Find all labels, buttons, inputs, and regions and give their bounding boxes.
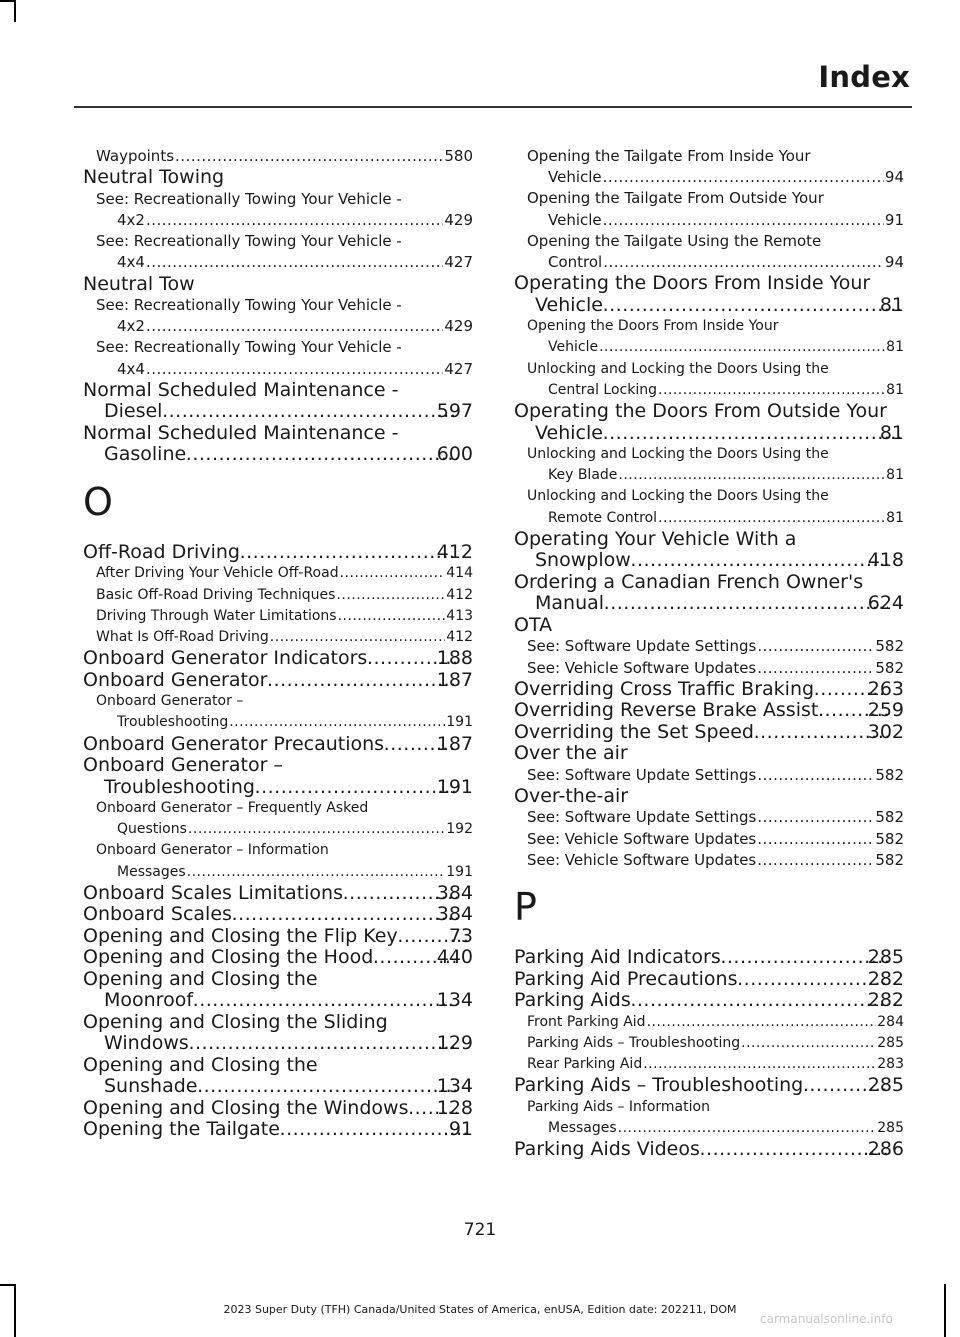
page-ref: 285 <box>877 1034 904 1051</box>
index-entry <box>83 883 473 905</box>
page-ref: 414 <box>446 565 473 582</box>
entry-text: 4x4 <box>117 359 145 378</box>
entry-text: After Driving Your Vehicle Off-Road <box>96 565 339 582</box>
index-column-left <box>83 146 473 1141</box>
entry-text: Basic Off-Road Driving Techniques <box>96 586 336 603</box>
crop-mark <box>14 0 16 22</box>
page-ref: 418 <box>867 549 904 572</box>
index-entry <box>83 969 473 1012</box>
entry-text: Remote Control <box>548 509 658 526</box>
entry-text: Key Blade <box>548 467 618 484</box>
index-subentry <box>514 636 904 657</box>
page-ref: 285 <box>867 1074 904 1097</box>
dot-leader <box>604 423 900 445</box>
index-subentry <box>514 359 904 401</box>
index-entry <box>83 423 473 466</box>
entry-text: Opening and Closing the Flip Key <box>83 924 398 947</box>
index-entry <box>514 401 904 444</box>
page-ref: 582 <box>875 765 904 784</box>
page-ref: 81 <box>886 339 904 356</box>
index-subentry <box>83 563 473 584</box>
index-subentry <box>514 188 904 230</box>
entry-text: Opening the Tailgate Using the Remote <box>527 231 822 250</box>
page-ref: 94 <box>884 168 904 187</box>
index-subentry <box>514 1012 904 1033</box>
index-entry <box>514 572 904 615</box>
dot-leader <box>739 969 888 991</box>
page-ref: 384 <box>436 881 473 904</box>
index-entry <box>514 700 904 722</box>
index-entry <box>83 1055 473 1098</box>
entry-text: Vehicle <box>535 421 603 444</box>
index-column-right <box>514 146 904 1161</box>
entry-text: Questions <box>117 821 187 838</box>
page-ref: 427 <box>444 359 473 378</box>
entry-text: Opening the Tailgate <box>83 1118 280 1141</box>
section-letter: O <box>83 479 113 524</box>
dot-leader <box>175 146 443 167</box>
dot-leader <box>722 947 888 969</box>
dot-leader <box>604 295 900 317</box>
index-subentry <box>514 1033 904 1054</box>
page-ref: 285 <box>867 946 904 969</box>
index-entry <box>83 648 473 670</box>
dot-leader <box>701 1139 888 1161</box>
dot-leader <box>338 606 446 627</box>
dot-leader <box>336 585 445 606</box>
entry-text: Unlocking and Locking the Doors Using the <box>527 446 829 463</box>
entry-text: Over-the-air <box>514 784 629 807</box>
entry-text: See: Vehicle Software Updates <box>527 829 757 848</box>
index-entry <box>514 786 904 808</box>
entry-text: Ordering a Canadian French Owner's <box>514 570 864 593</box>
watermark: carmanualsonline.info <box>760 1312 893 1326</box>
index-subentry <box>514 231 904 273</box>
index-entry <box>514 529 904 572</box>
entry-text: Opening the Tailgate From Outside Your <box>527 189 824 208</box>
entry-text: Over the air <box>514 742 628 765</box>
page-ref: 91 <box>448 1118 473 1141</box>
entry-text: Control <box>548 253 603 272</box>
dot-leader <box>146 359 443 380</box>
dot-leader <box>757 807 874 828</box>
entry-text: What Is Off-Road Driving <box>96 628 269 645</box>
index-subentry <box>514 807 904 828</box>
index-subentry <box>83 585 473 606</box>
entry-text: Central Locking <box>548 381 657 398</box>
index-entry <box>514 990 904 1012</box>
entry-text: Parking Aids Videos <box>514 1138 700 1161</box>
entry-text: Opening and Closing the Windows <box>83 1096 409 1119</box>
index-subentry <box>514 316 904 358</box>
entry-text: Windows <box>104 1032 189 1055</box>
section-letter: P <box>514 885 537 930</box>
entry-text: Diesel <box>104 400 163 423</box>
dot-leader <box>187 444 457 466</box>
entry-text: See: Recreationally Towing Your Vehicle - <box>96 296 402 315</box>
page-ref: 282 <box>867 989 904 1012</box>
dot-leader <box>603 252 884 273</box>
index-entry <box>514 679 904 701</box>
dot-leader <box>233 904 457 926</box>
entry-text: Messages <box>117 863 186 880</box>
entry-text: Parking Aids <box>514 989 631 1012</box>
page-ref: 413 <box>446 607 473 624</box>
dot-leader <box>340 563 446 584</box>
page-ref: 597 <box>436 400 473 423</box>
entry-text: Parking Aids – Troubleshooting <box>514 1074 804 1097</box>
index-subentry <box>514 1097 904 1139</box>
dot-leader <box>658 380 885 401</box>
dot-leader <box>618 1118 877 1139</box>
page-ref: 600 <box>436 443 473 466</box>
page-ref: 81 <box>886 509 904 526</box>
entry-text: See: Software Update Settings <box>527 808 757 827</box>
index-subentry <box>514 444 904 486</box>
page-ref: 582 <box>875 808 904 827</box>
index-entry <box>514 947 904 969</box>
page-ref: 191 <box>446 714 473 731</box>
index-entry <box>83 380 473 423</box>
page-ref: 129 <box>436 1032 473 1055</box>
index-entry <box>514 1139 904 1161</box>
page-ref: 286 <box>867 1138 904 1161</box>
dot-leader <box>198 1076 456 1098</box>
page-ref: 81 <box>886 381 904 398</box>
page-ref: 412 <box>436 540 473 563</box>
entry-text: Neutral Tow <box>83 272 195 295</box>
entry-text: Vehicle <box>548 339 599 356</box>
dot-leader <box>146 210 443 231</box>
entry-text: Vehicle <box>548 168 602 187</box>
crop-mark <box>0 0 14 2</box>
page-ref: 427 <box>444 253 473 272</box>
index-subentry <box>514 765 904 786</box>
index-entry <box>514 273 904 316</box>
entry-text: Opening and Closing the <box>83 967 318 990</box>
entry-text: See: Software Update Settings <box>527 765 757 784</box>
index-subentry <box>83 798 473 840</box>
index-entry <box>83 904 473 926</box>
page-ref: 94 <box>884 253 904 272</box>
dot-leader <box>281 1119 469 1141</box>
dot-leader <box>647 1012 877 1033</box>
entry-text: Onboard Generator <box>83 668 268 691</box>
entry-text: See: Recreationally Towing Your Vehicle - <box>96 189 402 208</box>
entry-text: Onboard Generator Precautions <box>83 732 385 755</box>
page-ref: 187 <box>436 732 473 755</box>
entry-text: Parking Aid Indicators <box>514 946 721 969</box>
entry-text: Troubleshooting <box>117 714 229 731</box>
index-subentry <box>83 295 473 337</box>
index-subentry <box>83 691 473 733</box>
entry-text: See: Recreationally Towing Your Vehicle - <box>96 338 402 357</box>
index-entry <box>514 743 904 765</box>
page-ref: 134 <box>436 1075 473 1098</box>
page-ref: 302 <box>867 720 904 743</box>
index-subentry <box>514 1054 904 1075</box>
page-ref: 582 <box>875 850 904 869</box>
entry-text: See: Vehicle Software Updates <box>527 850 757 869</box>
page-ref: 412 <box>446 628 473 645</box>
dot-leader <box>187 862 446 883</box>
page-ref: 188 <box>436 647 473 670</box>
entry-text: Moonroof <box>104 989 194 1012</box>
page-ref: 81 <box>886 467 904 484</box>
dot-leader <box>632 990 888 1012</box>
dot-leader <box>163 401 456 423</box>
index-subentry <box>83 627 473 648</box>
entry-text: Opening and Closing the <box>83 1053 318 1076</box>
dot-leader <box>643 1054 876 1075</box>
page-ref: 81 <box>879 421 904 444</box>
index-entry <box>514 615 904 637</box>
entry-text: Onboard Generator – Information <box>96 842 329 859</box>
dot-leader <box>658 508 885 529</box>
index-subentry <box>514 486 904 528</box>
entry-text: Normal Scheduled Maintenance - <box>83 378 399 401</box>
entry-text: Normal Scheduled Maintenance - <box>83 421 399 444</box>
entry-text: Driving Through Water Limitations <box>96 607 337 624</box>
page-ref: 283 <box>877 1055 904 1072</box>
page-ref: 440 <box>436 946 473 969</box>
entry-text: Onboard Generator Indicators <box>83 647 368 670</box>
dot-leader <box>229 712 445 733</box>
index-subentry <box>83 231 473 273</box>
entry-text: Unlocking and Locking the Doors Using the <box>527 488 829 505</box>
entry-text: See: Recreationally Towing Your Vehicle - <box>96 232 402 251</box>
entry-text: Manual <box>535 592 605 615</box>
entry-text: Opening and Closing the Hood <box>83 946 374 969</box>
edition-footer: 2023 Super Duty (TFH) Canada/United States of America, enUSA, Edition date: 202211, DOM <box>223 1303 737 1316</box>
page-title: Index <box>818 60 910 94</box>
index-subentry <box>83 606 473 627</box>
dot-leader <box>757 658 874 679</box>
page-ref: 580 <box>444 147 473 165</box>
dot-leader <box>757 829 874 850</box>
index-subentry <box>514 829 904 850</box>
entry-text: Opening the Doors From Inside Your <box>527 318 779 335</box>
entry-text: Opening the Tailgate From Inside Your <box>527 147 811 165</box>
dot-leader <box>757 850 874 871</box>
entry-text: Onboard Generator – <box>96 693 244 710</box>
index-entry <box>83 1119 473 1141</box>
page-ref: 81 <box>879 293 904 316</box>
index-entry <box>83 755 473 798</box>
dot-leader <box>256 777 457 799</box>
entry-text: Vehicle <box>535 293 603 316</box>
index-subentry <box>83 189 473 231</box>
index-entry <box>83 542 473 564</box>
page-ref: 191 <box>436 775 473 798</box>
dot-leader <box>268 670 456 692</box>
entry-text: Waypoints <box>96 147 175 165</box>
dot-leader <box>757 636 874 657</box>
index-subentry <box>514 146 904 188</box>
crop-mark <box>0 1284 14 1286</box>
entry-text: Overriding Reverse Brake Assist <box>514 699 819 722</box>
entry-text: Parking Aid Precautions <box>514 967 738 990</box>
page-ref: 582 <box>875 658 904 677</box>
page-ref: 134 <box>436 989 473 1012</box>
entry-text: OTA <box>514 613 553 636</box>
index-entry <box>514 1075 904 1097</box>
index-entry <box>83 274 473 296</box>
page-ref: 429 <box>444 210 473 229</box>
entry-text: Operating the Doors From Inside Your <box>514 272 871 295</box>
entry-text: Off-Road Driving <box>83 540 240 563</box>
index-subentry <box>83 146 473 167</box>
index-entry <box>514 722 904 744</box>
entry-text: Snowplow <box>535 549 631 572</box>
entry-text: Parking Aids – Information <box>527 1098 710 1115</box>
page-ref: 284 <box>877 1013 904 1030</box>
entry-text: See: Software Update Settings <box>527 637 757 656</box>
dot-leader <box>270 627 446 648</box>
page-ref: 191 <box>446 863 473 880</box>
entry-text: Neutral Towing <box>83 166 225 189</box>
entry-text: Messages <box>548 1119 617 1136</box>
entry-text: Rear Parking Aid <box>527 1055 643 1072</box>
entry-text: Sunshade <box>104 1075 198 1098</box>
index-subentry <box>83 337 473 379</box>
page-ref: 624 <box>867 592 904 615</box>
entry-text: Vehicle <box>548 210 602 229</box>
entry-text: Front Parking Aid <box>527 1013 646 1030</box>
entry-text: Unlocking and Locking the Doors Using the <box>527 360 829 377</box>
entry-text: Onboard Scales Limitations <box>83 881 343 904</box>
entry-text: Overriding the Set Speed <box>514 720 754 743</box>
page-ref: 285 <box>877 1119 904 1136</box>
entry-text: Parking Aids – Troubleshooting <box>527 1034 741 1051</box>
dot-leader <box>190 1033 457 1055</box>
dot-leader <box>757 765 874 786</box>
page-ref: 192 <box>446 821 473 838</box>
page-number: 721 <box>463 1220 497 1240</box>
index-entry <box>514 969 904 991</box>
page-ref: 91 <box>884 210 904 229</box>
dot-leader <box>632 550 888 572</box>
index-subentry <box>514 850 904 871</box>
entry-text: See: Vehicle Software Updates <box>527 658 757 677</box>
page-ref: 384 <box>436 903 473 926</box>
page-ref: 582 <box>875 637 904 656</box>
dot-leader <box>241 542 457 564</box>
entry-text: Gasoline <box>104 443 187 466</box>
index-subentry <box>514 658 904 679</box>
entry-text: Overriding Cross Traffic Braking <box>514 677 815 700</box>
index-entry <box>83 1012 473 1055</box>
dot-leader <box>188 819 445 840</box>
index-entry <box>83 670 473 692</box>
entry-text: 4x2 <box>117 317 145 336</box>
entry-text: Troubleshooting <box>104 775 255 798</box>
page-ref: 582 <box>875 829 904 848</box>
header-rule <box>74 106 912 108</box>
entry-text: Opening and Closing the Sliding <box>83 1010 388 1033</box>
dot-leader <box>603 167 884 188</box>
entry-text: Onboard Generator – Frequently Asked <box>96 800 369 817</box>
index-entry <box>83 947 473 969</box>
page-ref: 429 <box>444 317 473 336</box>
page-ref: 73 <box>448 924 473 947</box>
dot-leader <box>194 990 457 1012</box>
dot-leader <box>603 210 884 231</box>
page-ref: 412 <box>446 586 473 603</box>
page-ref: 259 <box>867 699 904 722</box>
dot-leader <box>146 316 443 337</box>
index-entry <box>83 734 473 756</box>
entry-text: 4x2 <box>117 210 145 229</box>
entry-text: Onboard Scales <box>83 903 232 926</box>
page-ref: 263 <box>867 677 904 700</box>
index-entry <box>83 926 473 948</box>
dot-leader <box>618 465 885 486</box>
index-entry <box>83 167 473 189</box>
index-entry <box>83 1098 473 1120</box>
dot-leader <box>741 1033 876 1054</box>
dot-leader <box>599 337 885 358</box>
index-subentry <box>83 840 473 882</box>
page-ref: 128 <box>436 1096 473 1119</box>
entry-text: Operating the Doors From Outside Your <box>514 400 887 423</box>
page-ref: 187 <box>436 668 473 691</box>
entry-text: Onboard Generator – <box>83 754 283 777</box>
page-ref: 282 <box>867 967 904 990</box>
dot-leader <box>605 593 888 615</box>
entry-text: Operating Your Vehicle With a <box>514 527 797 550</box>
entry-text: 4x4 <box>117 253 145 272</box>
dot-leader <box>146 252 443 273</box>
